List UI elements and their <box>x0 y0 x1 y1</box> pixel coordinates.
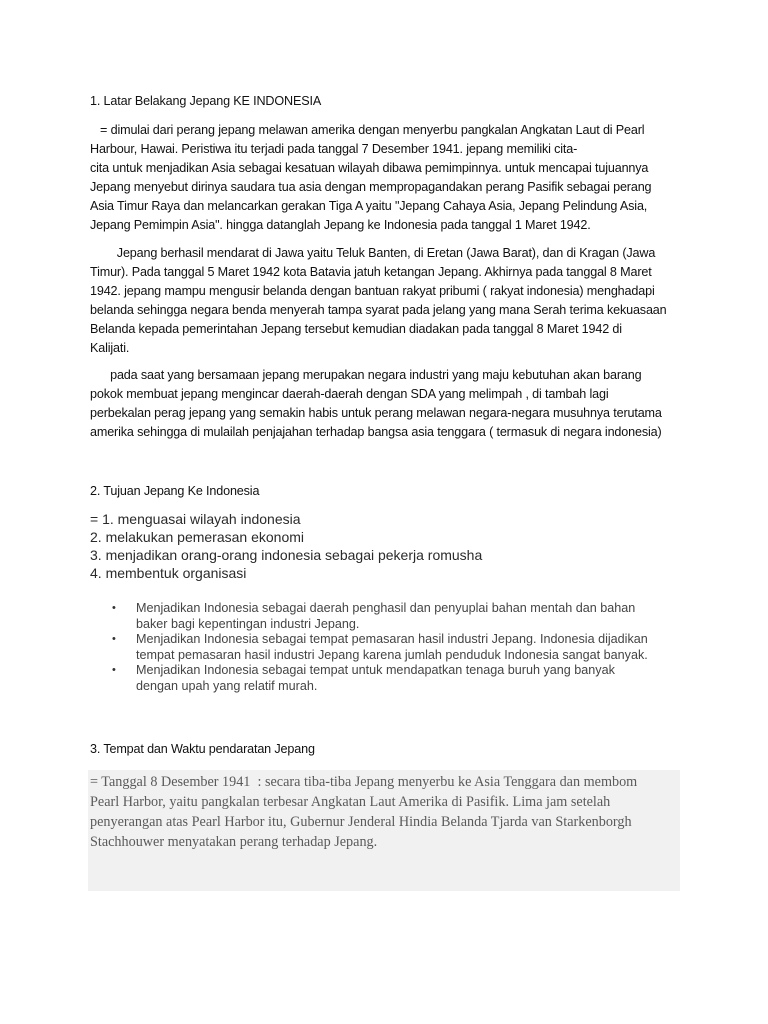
section-3-text <box>90 772 637 852</box>
paragraph-line: Belanda kepada pemerintahan Jepang tersebut kemudian diadakan pada tanggal 8 Maret 1942 di <box>90 322 622 336</box>
section-2-heading: 2. Tujuan Jepang Ke Indonesia <box>90 484 260 498</box>
paragraph-line: cita untuk menjadikan Asia sebagai kesatuan wilayah dibawa pemimpinnya. untuk mencapai tujuannya <box>90 161 649 175</box>
paragraph-line: pada saat yang bersamaan jepang merupakan negara industri yang maju kebutuhan akan barang <box>90 368 642 382</box>
paragraph-line: pokok membuat jepang mengincar daerah-daerah dengan SDA yang melimpah , di tambah lagi <box>90 387 609 401</box>
paragraph-line: Jepang menyebut dirinya saudara tua asia dengan mempropagandakan perang Pasifik sebagai perang <box>90 180 652 194</box>
section-3-heading: 3. Tempat dan Waktu pendaratan Jepang <box>90 742 315 756</box>
goal-item: 2. melakukan pemerasan ekonomi <box>90 529 305 545</box>
paragraph-line: 1942. jepang mampu mengusir belanda dengan bantuan rakyat pribumi ( rakyat indonesia) menghadapi <box>90 284 655 298</box>
paragraph-line: Timur). Pada tanggal 5 Maret 1942 kota Batavia jatuh ketangan Jepang. Akhirnya pada tanggal 8 Maret <box>90 265 652 279</box>
section-1-paragraph-3 <box>90 366 690 442</box>
section-1-paragraph-1 <box>90 121 690 235</box>
bullet-line: dengan upah yang relatif murah. <box>136 678 318 693</box>
paragraph-line: Pearl Harbor, yaitu pangkalan terbesar Angkatan Laut Amerika di Pasifik. Lima jam setelah <box>90 794 611 810</box>
paragraph-line: belanda sehingga negara benda menyerah tampa syarat pada jelang yang mana Serah terima kekuasaan <box>90 303 667 317</box>
bullet-line: baker bagi kepentingan industri Jepang. <box>136 616 360 631</box>
goal-item: 3. menjadikan orang-orang indonesia sebagai pekerja romusha <box>90 547 483 563</box>
bullet-item <box>112 663 692 694</box>
section-1-paragraph-2 <box>90 244 690 358</box>
goal-item: = 1. menguasai wilayah indonesia <box>90 511 301 527</box>
bullet-icon: • <box>112 602 116 614</box>
paragraph-line: Jepang berhasil mendarat di Jawa yaitu Teluk Banten, di Eretan (Jawa Barat), dan di Kragan (Jawa <box>90 246 656 260</box>
paragraph-line: Kalijati. <box>90 341 130 355</box>
goals-list <box>90 510 482 582</box>
paragraph-line: = dimulai dari perang jepang melawan amerika dengan menyerbu pangkalan Angkatan Laut di Pearl <box>90 123 645 137</box>
bullet-line: Menjadikan Indonesia sebagai daerah penghasil dan penyuplai bahan mentah dan bahan <box>136 601 636 615</box>
bullet-item <box>112 601 692 632</box>
paragraph-line: Harbour, Hawai. Peristiwa itu terjadi pada tanggal 7 Desember 1941. jepang memiliki cita- <box>90 142 578 156</box>
bullet-line: Menjadikan Indonesia sebagai tempat untuk mendapatkan tenaga buruh yang banyak <box>136 663 615 677</box>
goal-item: 4. membentuk organisasi <box>90 565 247 581</box>
paragraph-line: Asia Timur Raya dan melancarkan gerakan Tiga A yaitu "Jepang Cahaya Asia, Jepang Pelindung Asia, <box>90 199 648 213</box>
paragraph-line: penyerangan atas Pearl Harbor itu, Gubernur Jenderal Hindia Belanda Tjarda van Starkenborgh <box>90 814 632 830</box>
bullet-icon: • <box>112 633 116 645</box>
paragraph-line: perbekalan perag jepang yang semakin habis untuk perang melawan negara-negara musuhnya terutama <box>90 406 662 420</box>
bullet-line: tempat pemasaran hasil industri Jepang karena jumlah penduduk Indonesia sangat banyak. <box>136 647 648 662</box>
paragraph-line: Stachhouwer menyatakan perang terhadap Jepang. <box>90 834 378 850</box>
paragraph-line: = Tanggal 8 Desember 1941 : secara tiba-tiba Jepang menyerbu ke Asia Tenggara dan membom <box>90 774 638 790</box>
paragraph-line: Jepang Pemimpin Asia". hingga datanglah Jepang ke Indonesia pada tanggal 1 Maret 1942. <box>90 218 591 232</box>
bullet-list <box>112 601 692 694</box>
paragraph-line: amerika sehingga di mulailah penjajahan terhadap bangsa asia tenggara ( termasuk di negara indonesia) <box>90 425 662 439</box>
bullet-line: Menjadikan Indonesia sebagai tempat pemasaran hasil industri Jepang. Indonesia dijadikan <box>136 632 648 646</box>
bullet-item <box>112 632 692 663</box>
bullet-icon: • <box>112 664 116 676</box>
section-1-heading: 1. Latar Belakang Jepang KE INDONESIA <box>90 94 322 108</box>
